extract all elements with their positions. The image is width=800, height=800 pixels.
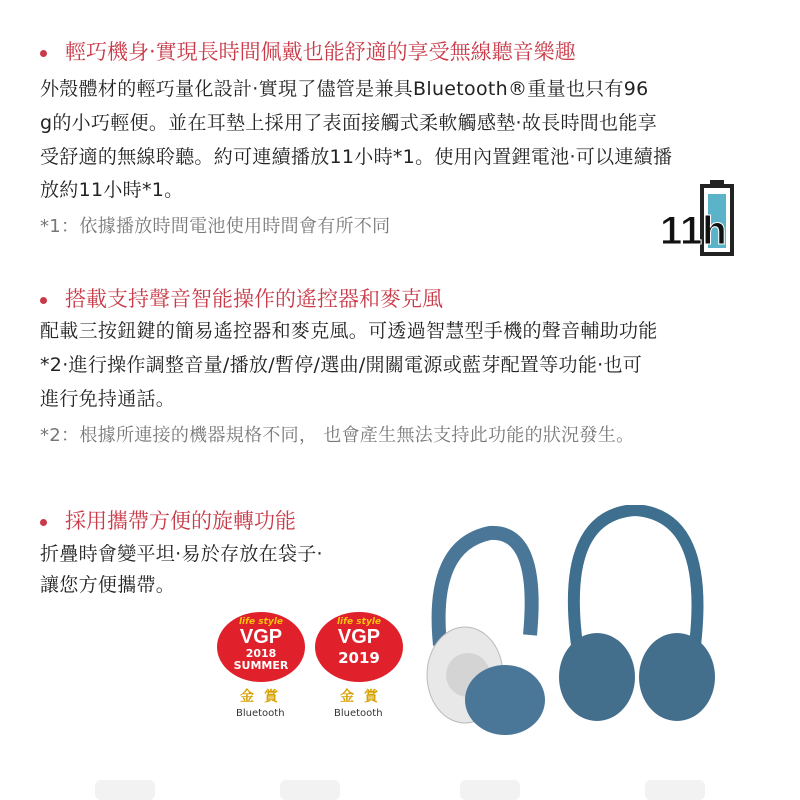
award-brand: VGP xyxy=(337,626,381,648)
thumbnail-placeholder xyxy=(460,780,520,800)
vgp-award-2018-badge xyxy=(217,612,305,682)
section-heading xyxy=(40,36,576,66)
bullet-icon xyxy=(40,297,47,304)
thumbnail-placeholder xyxy=(95,780,155,800)
body-line: g的小巧輕便。並在耳墊上採用了表面接觸式柔軟觸感墊‧故長時間也能享 xyxy=(40,112,658,134)
headphone-folded-image xyxy=(420,525,550,740)
award-brand: VGP xyxy=(239,626,283,648)
heading-text: 搭載支持聲音智能操作的遙控器和麥克風 xyxy=(65,287,443,311)
heading-text: 採用攜帶方便的旋轉功能 xyxy=(65,509,296,533)
body-line: 受舒適的無線聆聽。約可連續播放11小時*1。使用內置鋰電池‧可以連續播 xyxy=(40,146,673,168)
award-category: Bluetooth xyxy=(236,708,285,719)
thumbnail-placeholder xyxy=(280,780,340,800)
award-style: life style xyxy=(238,617,284,627)
body-line: 放約11小時*1。 xyxy=(40,179,184,201)
section-heading xyxy=(40,505,296,535)
headphone-front-image xyxy=(555,505,715,725)
battery-label: 11h xyxy=(660,209,727,253)
body-line: *2‧進行操作調整音量/播放/暫停/選曲/開關電源或藍芽配置等功能‧也可 xyxy=(40,354,643,376)
award-prize: 金賞 xyxy=(340,689,388,705)
award-style: life style xyxy=(336,617,382,627)
award-year: 2019 xyxy=(338,649,380,667)
award-prize: 金賞 xyxy=(240,689,288,705)
award-category: Bluetooth xyxy=(334,708,383,719)
body-line: 進行免持通話。 xyxy=(40,388,176,410)
award-year xyxy=(217,648,305,672)
year-text: 2018 xyxy=(245,647,277,660)
bullet-icon xyxy=(40,50,47,57)
section-heading xyxy=(40,283,443,313)
body-line: 外殼體材的輕巧量化設計‧實現了儘管是兼具Bluetooth®重量也只有96 xyxy=(40,78,649,100)
vgp-award-2019-badge xyxy=(315,612,403,682)
bullet-icon xyxy=(40,519,47,526)
battery-11h-icon xyxy=(658,178,748,258)
footnote: *1：依據播放時間電池使用時間會有所不同 xyxy=(40,216,391,237)
body-line: 配載三按鈕鍵的簡易遙控器和麥克風。可透過智慧型手機的聲音輔助功能 xyxy=(40,320,658,342)
thumbnail-placeholder xyxy=(645,780,705,800)
body-line: 讓您方便攜帶。 xyxy=(40,574,176,596)
body-line: 折疊時會變平坦‧易於存放在袋子‧ xyxy=(40,543,323,565)
footnote: *2：根據所連接的機器規格不同， 也會產生無法支持此功能的狀況發生。 xyxy=(40,425,635,446)
heading-text: 輕巧機身‧實現長時間佩戴也能舒適的享受無線聽音樂趣 xyxy=(65,40,576,64)
season-text: SUMMER xyxy=(233,659,289,672)
